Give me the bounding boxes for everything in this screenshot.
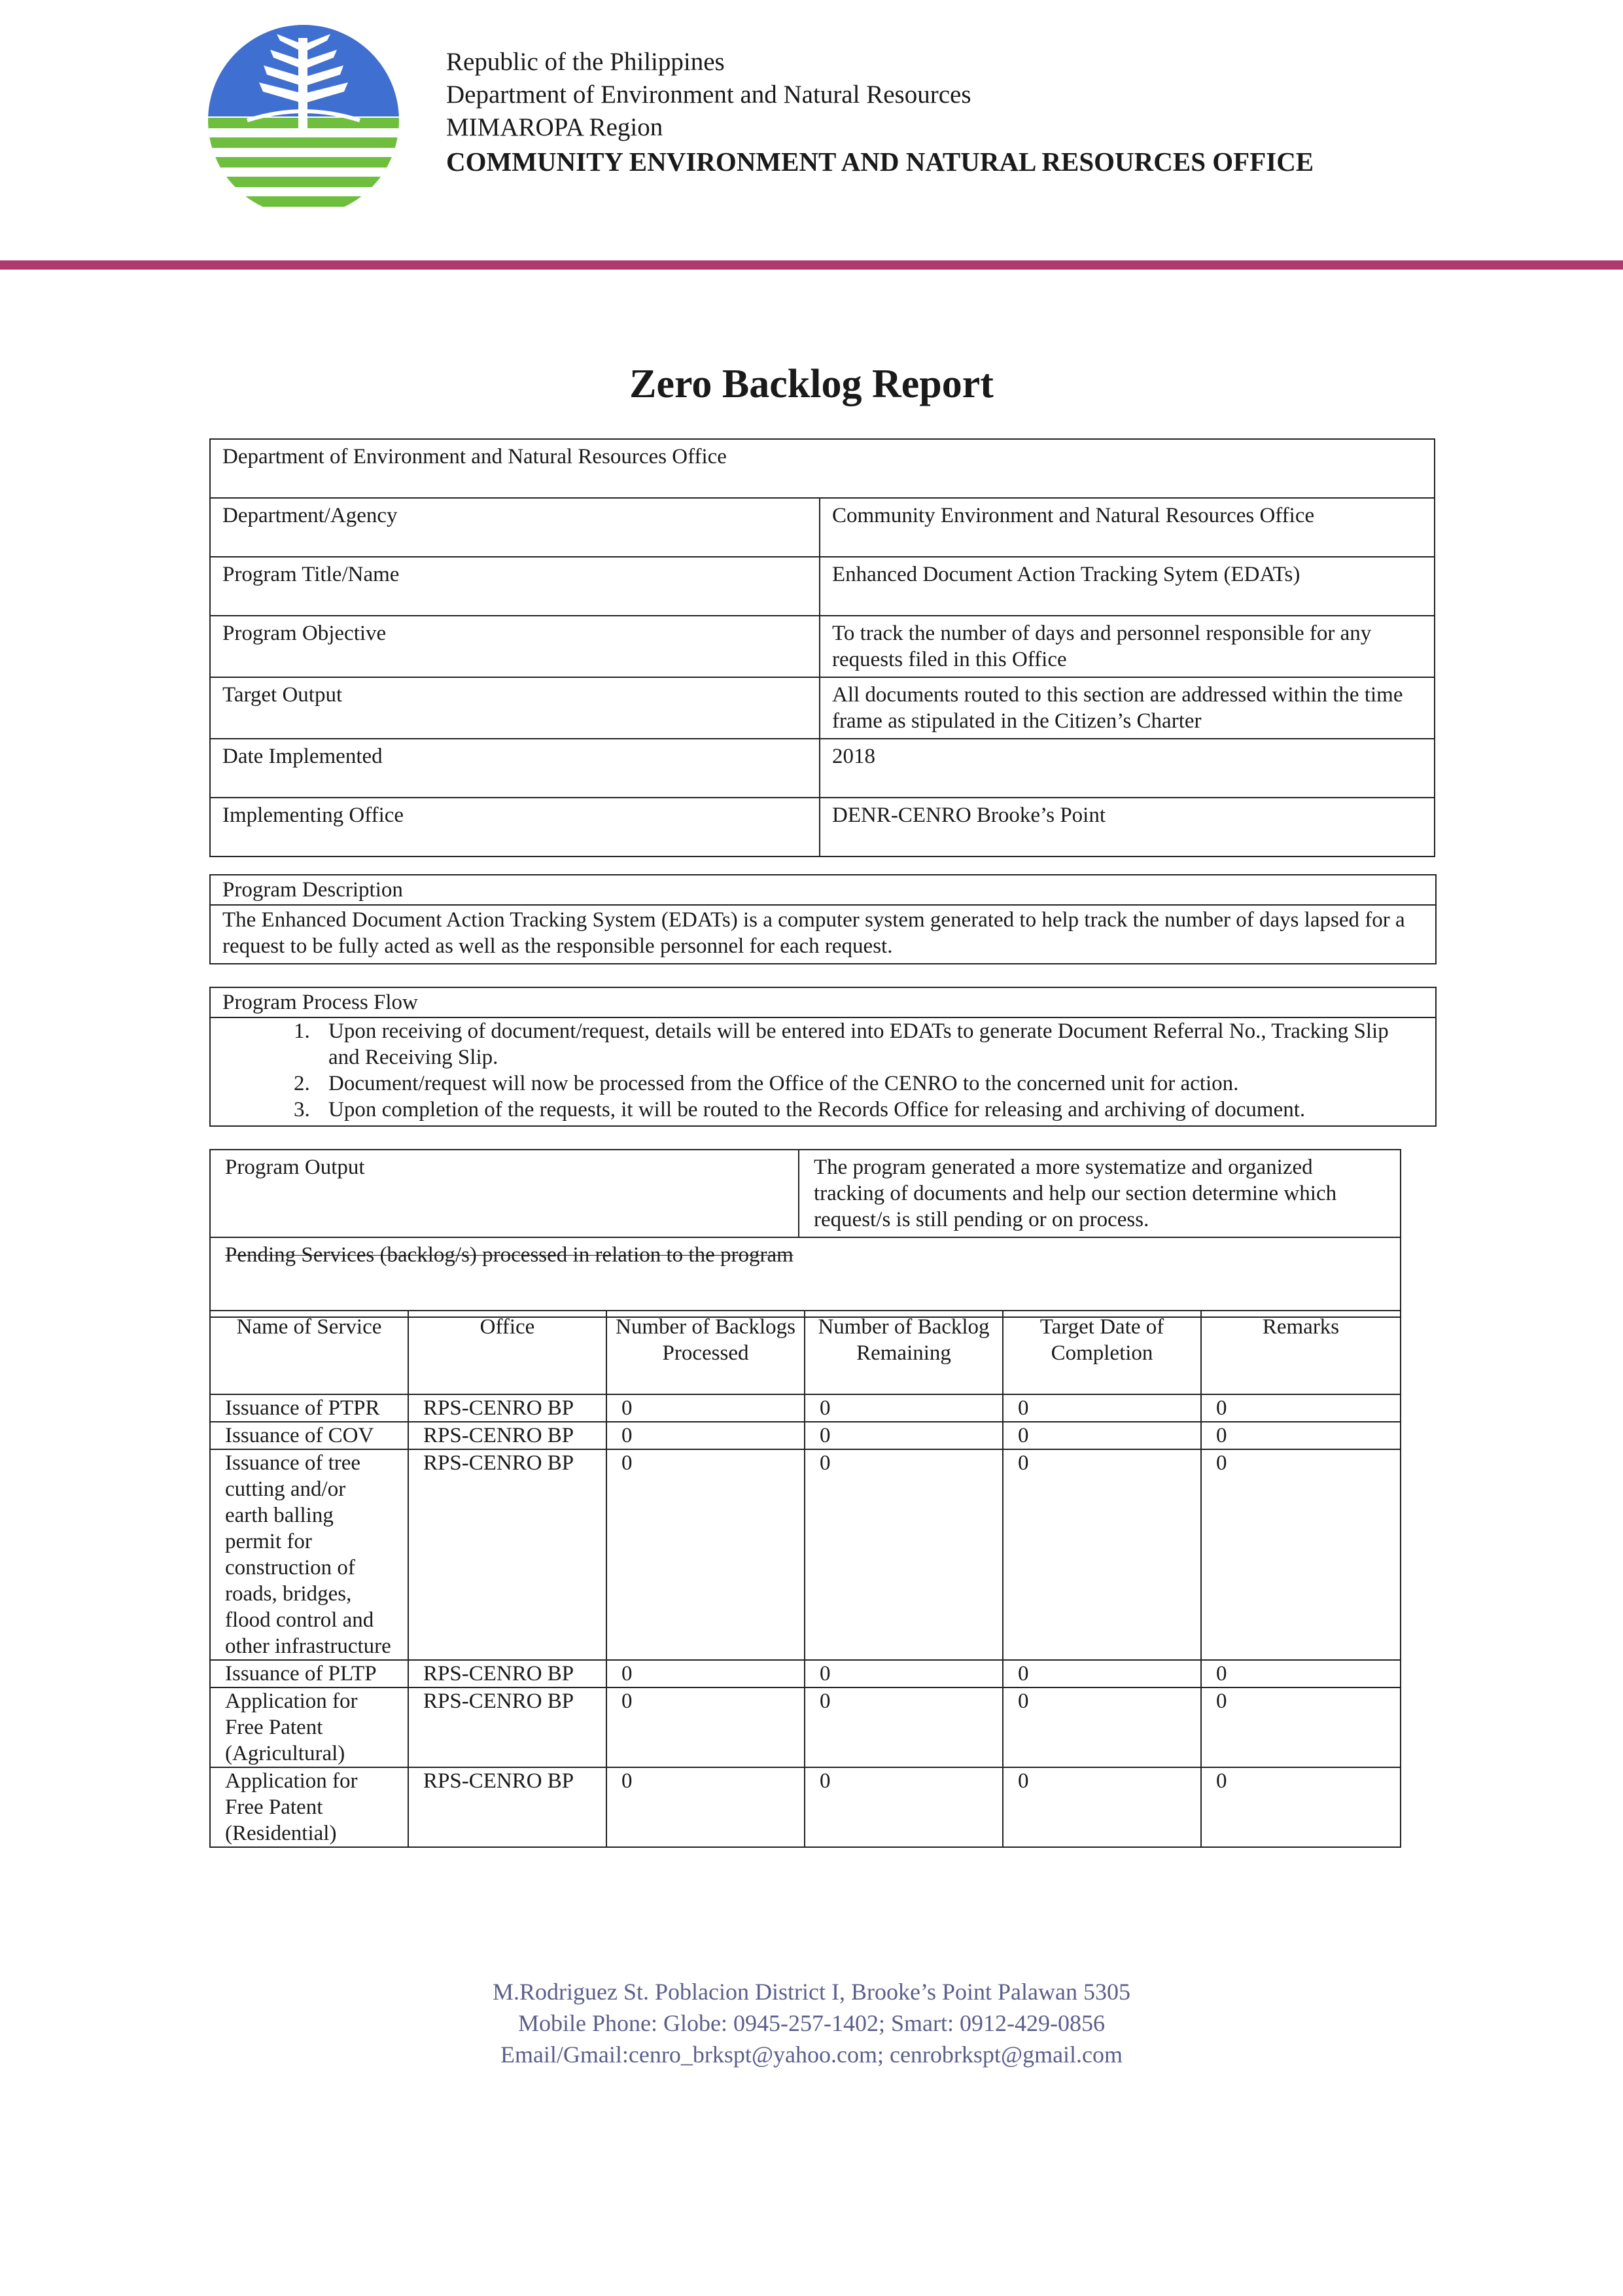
table-row (210, 1394, 1401, 1422)
table-row (210, 1687, 1401, 1767)
services-table (209, 1310, 1401, 1848)
info-row (210, 616, 1435, 677)
service-remarks: 0 (1201, 1422, 1401, 1449)
service-office: RPS-CENRO BP (408, 1449, 606, 1660)
info-label: Date Implemented (210, 739, 820, 798)
footer-contact (0, 1976, 1623, 2070)
service-remarks: 0 (1201, 1687, 1401, 1767)
col-header-office: Office (408, 1311, 606, 1394)
col-header-remaining: Number of Backlog Remaining (805, 1311, 1003, 1394)
service-remaining: 0 (805, 1394, 1003, 1422)
header-republic: Republic of the Philippines (446, 48, 725, 76)
table-row (210, 1767, 1401, 1847)
info-value: All documents routed to this section are addressed within the time frame as stipulated in the Citizen’s Charter (820, 677, 1435, 739)
info-value: To track the number of days and personnel responsible for any requests filed in this Office (820, 616, 1435, 677)
info-row (210, 739, 1435, 798)
program-process-flow-box (209, 987, 1437, 1127)
info-row (210, 798, 1435, 857)
footer-email: Email/Gmail:cenro_brkspt@yahoo.com; cenrobrkspt@gmail.com (500, 2041, 1123, 2068)
service-office: RPS-CENRO BP (408, 1767, 606, 1847)
table-row (210, 1660, 1401, 1687)
service-remaining: 0 (805, 1422, 1003, 1449)
process-step: 3. Upon completion of the requests, it will be routed to the Records Office for releasing and archiving of document. (315, 1097, 1423, 1123)
services-header-row (210, 1311, 1401, 1394)
service-processed: 0 (606, 1687, 805, 1767)
report-title: Zero Backlog Report (629, 362, 994, 406)
service-name: Issuance of PTPR (210, 1394, 408, 1422)
program-description-heading: Program Description (211, 875, 1435, 906)
service-office: RPS-CENRO BP (408, 1660, 606, 1687)
process-flow-list (211, 1018, 1435, 1125)
service-processed: 0 (606, 1449, 805, 1660)
process-step: 2. Document/request will now be processed from the Office of the CENRO to the concerned unit for action. (315, 1070, 1423, 1097)
footer-phone: Mobile Phone: Globe: 0945-257-1402; Smart: 0912-429-0856 (518, 2010, 1105, 2036)
header-office: COMMUNITY ENVIRONMENT AND NATURAL RESOURCES OFFICE (446, 147, 1314, 177)
info-label: Implementing Office (210, 798, 820, 857)
info-value: Community Environment and Natural Resources Office (820, 498, 1435, 557)
process-step: 1. Upon receiving of document/request, details will be entered into EDATs to generate Document Referral No., Tracking Slip and Receiving Slip. (315, 1018, 1423, 1070)
info-value: DENR-CENRO Brooke’s Point (820, 798, 1435, 857)
service-target: 0 (1003, 1394, 1201, 1422)
service-remarks: 0 (1201, 1449, 1401, 1660)
pending-row (210, 1237, 1401, 1317)
program-info-table (209, 438, 1435, 857)
table-row (210, 1449, 1401, 1660)
service-remaining: 0 (805, 1767, 1003, 1847)
service-target: 0 (1003, 1449, 1201, 1660)
service-processed: 0 (606, 1394, 805, 1422)
info-label: Program Title/Name (210, 557, 820, 616)
col-header-remarks: Remarks (1201, 1311, 1401, 1394)
denr-logo (208, 25, 399, 216)
table-row (210, 1422, 1401, 1449)
info-row (210, 557, 1435, 616)
info-row (210, 498, 1435, 557)
program-output-table (209, 1149, 1401, 1318)
output-label: Program Output (210, 1150, 799, 1237)
service-target: 0 (1003, 1767, 1201, 1847)
col-header-target: Target Date of Completion (1003, 1311, 1201, 1394)
pending-services-label: Pending Services (backlog/s) processed in relation to the program (210, 1237, 1401, 1317)
info-office-row (210, 439, 1435, 498)
service-name: Issuance of COV (210, 1422, 408, 1449)
service-remarks: 0 (1201, 1394, 1401, 1422)
program-description-text: The Enhanced Document Action Tracking System (EDATs) is a computer system generated to help track the number of days lapsed for a request to be fully acted as well as the responsible personnel for each request. (222, 908, 1405, 958)
service-remarks: 0 (1201, 1660, 1401, 1687)
footer-address: M.Rodriguez St. Poblacion District I, Brooke’s Point Palawan 5305 (493, 1979, 1130, 2005)
header-divider (0, 260, 1623, 270)
info-label: Department/Agency (210, 498, 820, 557)
service-remarks: 0 (1201, 1767, 1401, 1847)
service-name: Issuance of tree cutting and/or earth balling permit for construction of roads, bridges, flood control and other infrastructure (210, 1449, 408, 1660)
output-row (210, 1150, 1401, 1237)
service-target: 0 (1003, 1422, 1201, 1449)
service-office: RPS-CENRO BP (408, 1422, 606, 1449)
service-office: RPS-CENRO BP (408, 1394, 606, 1422)
service-processed: 0 (606, 1767, 805, 1847)
service-remaining: 0 (805, 1687, 1003, 1767)
col-header-service: Name of Service (210, 1311, 408, 1394)
info-label: Program Objective (210, 616, 820, 677)
service-target: 0 (1003, 1687, 1201, 1767)
process-flow-heading: Program Process Flow (211, 988, 1435, 1018)
service-remaining: 0 (805, 1449, 1003, 1660)
service-office: RPS-CENRO BP (408, 1687, 606, 1767)
service-remaining: 0 (805, 1660, 1003, 1687)
service-processed: 0 (606, 1660, 805, 1687)
info-value: Enhanced Document Action Tracking Sytem (EDATs) (820, 557, 1435, 616)
service-name: Application for Free Patent (Residential) (210, 1767, 408, 1847)
service-processed: 0 (606, 1422, 805, 1449)
info-office: Department of Environment and Natural Resources Office (210, 439, 1435, 498)
info-row (210, 677, 1435, 739)
info-label: Target Output (210, 677, 820, 739)
header-department: Department of Environment and Natural Resources (446, 80, 971, 109)
info-value: 2018 (820, 739, 1435, 798)
service-name: Issuance of PLTP (210, 1660, 408, 1687)
header-region: MIMAROPA Region (446, 113, 663, 141)
col-header-processed: Number of Backlogs Processed (606, 1311, 805, 1394)
output-value: The program generated a more systematize and organized tracking of documents and help our section determine which request/s is still pending or on process. (799, 1150, 1401, 1237)
service-target: 0 (1003, 1660, 1201, 1687)
service-name: Application for Free Patent (Agricultural) (210, 1687, 408, 1767)
program-description-box (209, 874, 1437, 964)
